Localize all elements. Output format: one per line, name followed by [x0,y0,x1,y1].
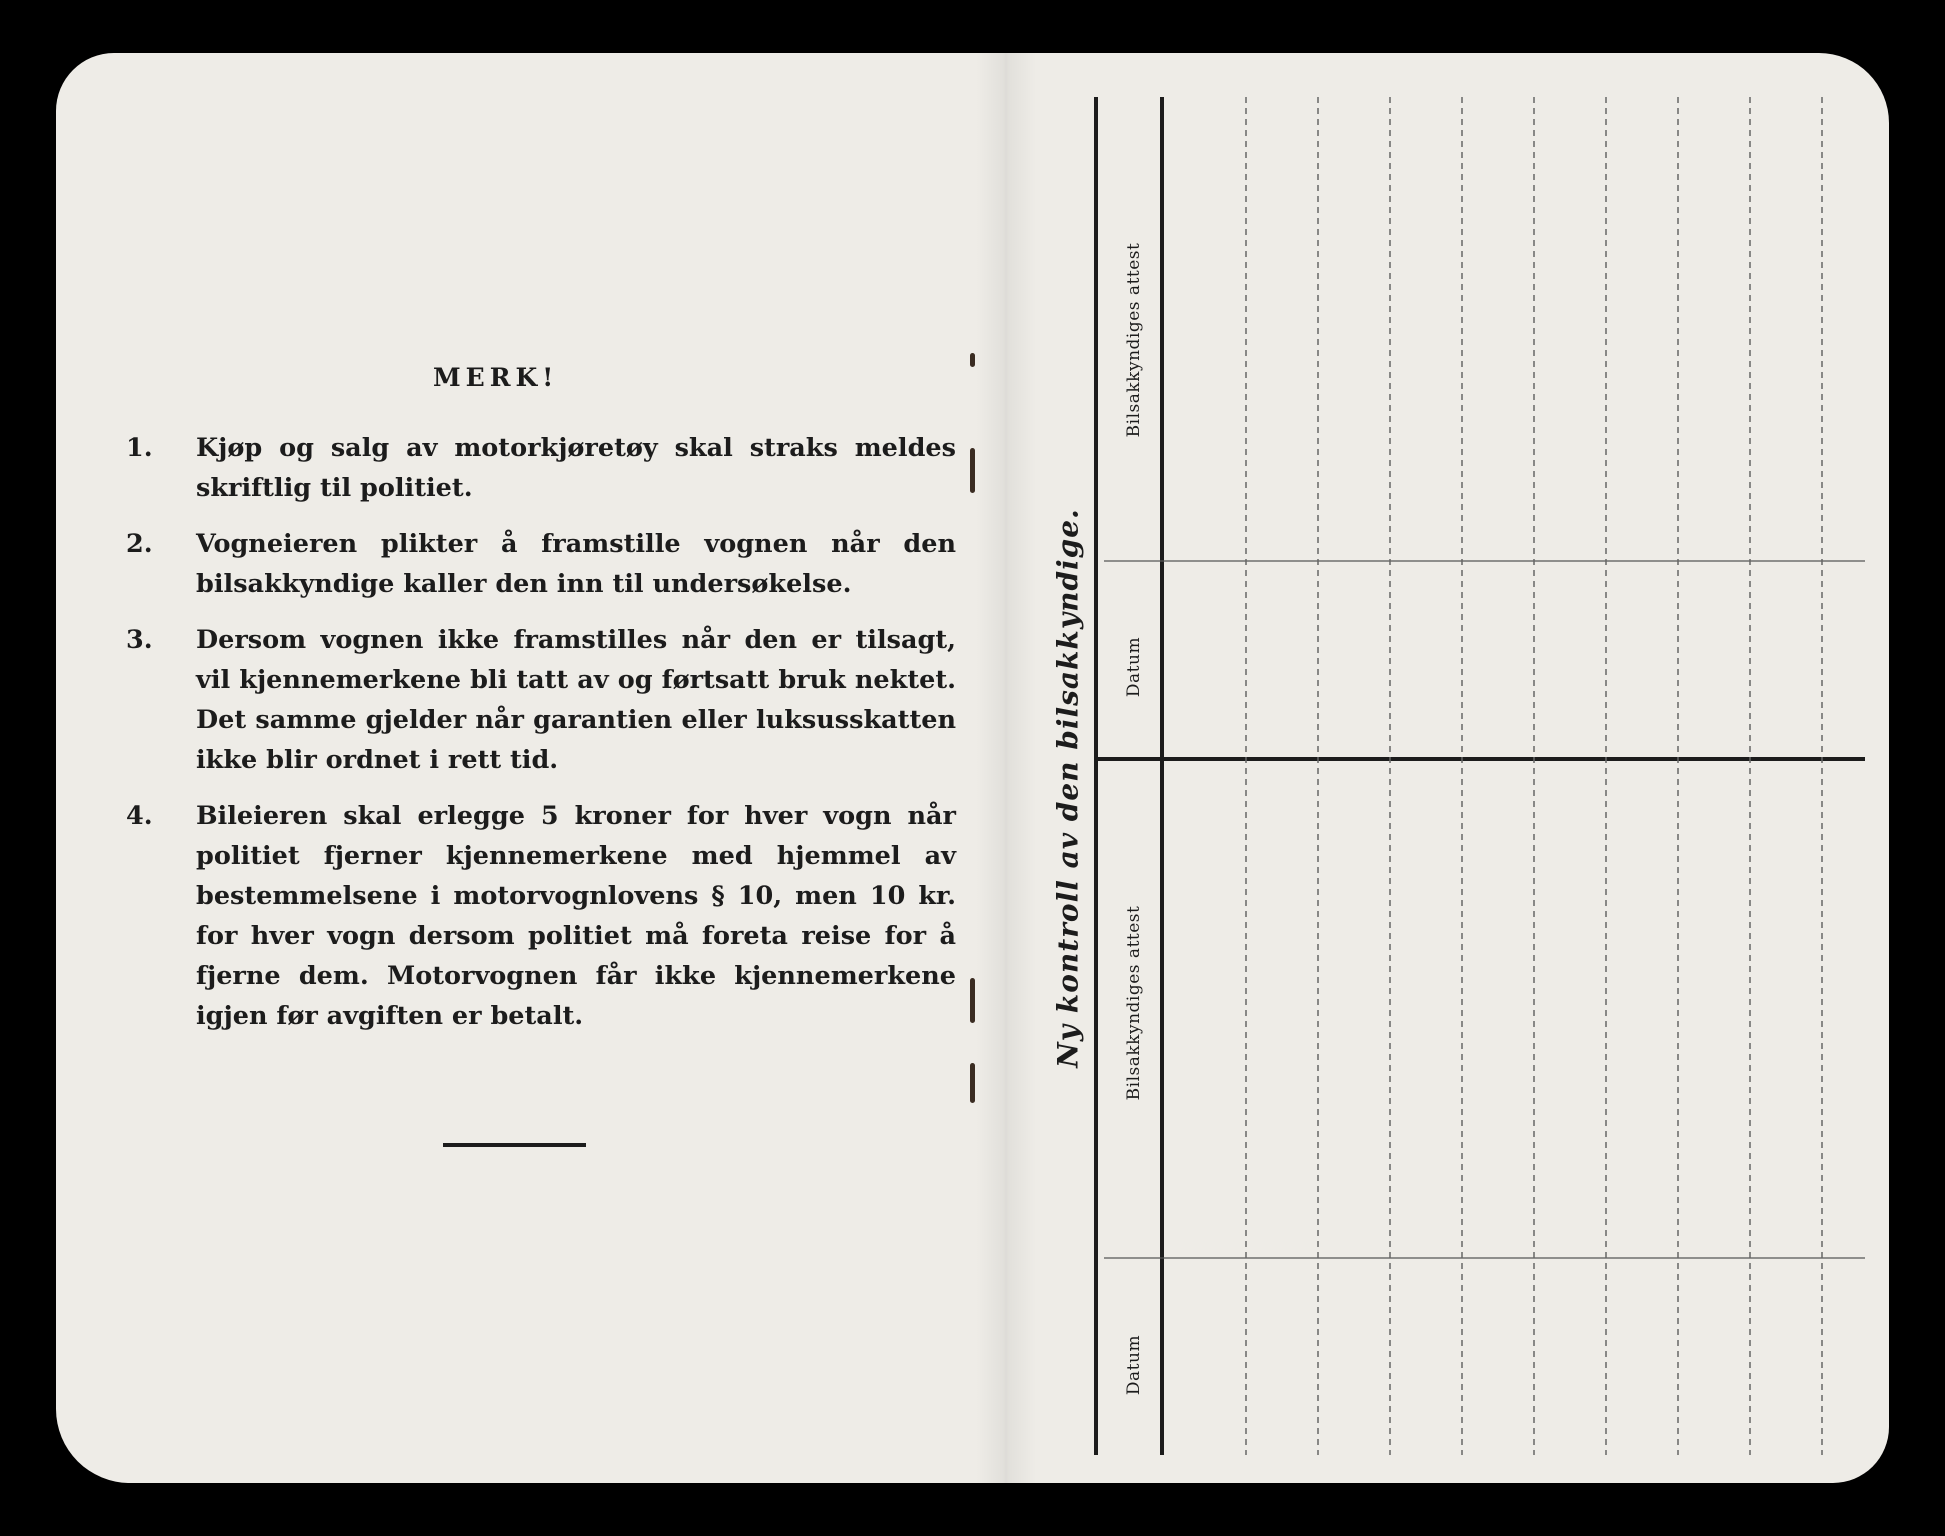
notice-item-text: Dersom vognen ikke framstilles når den er tilsagt, vil kjennemerkene bli tatt av og førtsatt bruk nektet. Det samme gjelder når garantien eller luksusskatten ikke blir ordnet i rett tid. [196,625,956,775]
lower-attest-label: Bilsakkyndiges attest [1124,905,1144,1101]
inspection-form [56,53,1889,1483]
notice-item-number: 2. [126,529,153,559]
upper-date-label: Datum [1124,636,1144,698]
notice-item-text: Vogneieren plikter å framstille vognen når den bilsakkyndige kaller den inn til undersøkelse. [196,529,956,599]
notice-item-number: 1. [126,433,153,463]
form-dotted-columns [1246,97,1822,1455]
notice-item-number: 4. [126,801,153,831]
form-title: Ny kontroll av den bilsakkyndige. [1051,508,1085,1068]
document-page [56,53,1889,1483]
upper-attest-label: Bilsakkyndiges attest [1124,242,1144,438]
notice-item-number: 3. [126,625,153,655]
notice-item-text: Kjøp og salg av motorkjøretøy skal straks meldes skriftlig til politiet. [196,433,956,503]
notice-item-text: Bileieren skal erlegge 5 kroner for hver vogn når politiet fjerner kjennemerkene med hjemmel av bestemmelsene i motorvognlovens § 10, men 10 kr. for hver vogn dersom politiet må foreta reise for å fjerne dem. Motorvognen får ikke kjennemerkene igjen før avgiften er betalt. [196,801,956,1031]
lower-date-label: Datum [1124,1334,1144,1396]
notice-heading: MERK! [433,363,559,392]
